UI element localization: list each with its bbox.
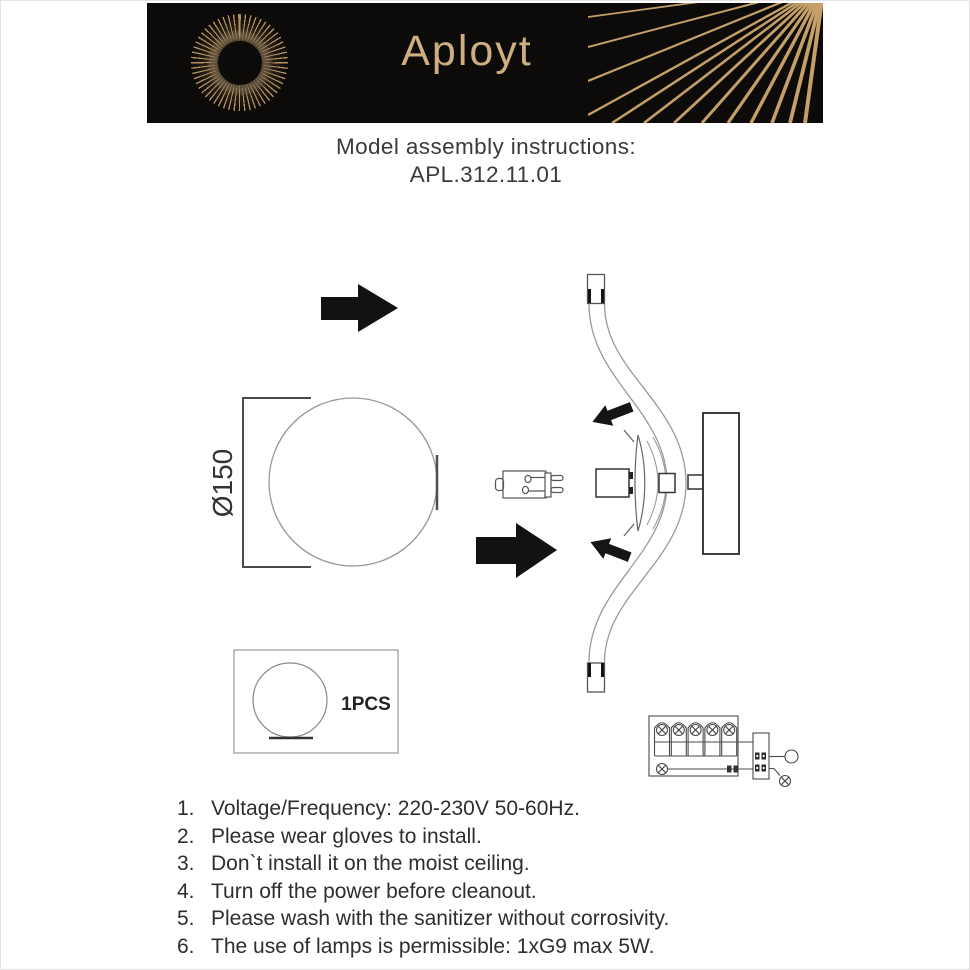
assembly-diagram xyxy=(1,251,970,801)
instruction-item xyxy=(177,850,669,878)
item-number: 6. xyxy=(177,934,195,958)
dimension-label: Ø150 xyxy=(207,448,238,518)
brand-wordmark: Aployt xyxy=(401,27,533,75)
instructions-title: Model assembly instructions: xyxy=(335,134,637,159)
instruction-item xyxy=(177,933,669,961)
item-text: Please wear gloves to install. xyxy=(211,824,482,848)
instruction-list xyxy=(177,795,669,961)
socket-box xyxy=(596,469,629,497)
title-block xyxy=(1,133,970,188)
item-number: 1. xyxy=(177,797,195,820)
wall-plate xyxy=(703,413,739,554)
item-number: 5. xyxy=(177,907,195,931)
arrow-right-icon xyxy=(476,523,557,578)
item-text: Turn off the power before cleanout. xyxy=(211,879,537,903)
insert-arrow-icon xyxy=(589,397,636,433)
item-number: 4. xyxy=(177,879,195,903)
mount-connector xyxy=(688,475,703,489)
insert-arrow-icon xyxy=(587,532,634,568)
brand-banner xyxy=(147,3,823,123)
diffuser-lens xyxy=(635,435,645,531)
parts-count-label: 1PCS xyxy=(341,694,391,715)
mount-assembly xyxy=(587,397,739,568)
instruction-item xyxy=(177,905,669,933)
wiring-diagram xyxy=(649,716,798,787)
item-text: The use of lamps is permissible: 1xG9 max 5W. xyxy=(211,934,655,958)
instruction-item xyxy=(177,878,669,906)
item-number: 2. xyxy=(177,824,195,848)
model-number: APL.312.11.01 xyxy=(409,161,563,187)
instruction-item xyxy=(177,823,669,851)
sunburst-logo-icon xyxy=(191,14,288,111)
arrow-right-icon xyxy=(321,284,398,332)
corner-rays-icon xyxy=(588,3,823,123)
g9-bulb-icon xyxy=(496,471,564,498)
square-joint xyxy=(659,474,675,493)
item-text: Don`t install it on the moist ceiling. xyxy=(211,852,530,876)
item-text: Please wash with the sanitizer without corrosivity. xyxy=(211,907,670,931)
dimension-bracket xyxy=(207,398,311,567)
item-number: 3. xyxy=(177,852,195,876)
parts-box xyxy=(234,650,398,753)
lamp-globe xyxy=(269,398,437,566)
instruction-item xyxy=(177,795,669,823)
item-text: Voltage/Frequency: 220-230V 50-60Hz. xyxy=(211,797,580,820)
